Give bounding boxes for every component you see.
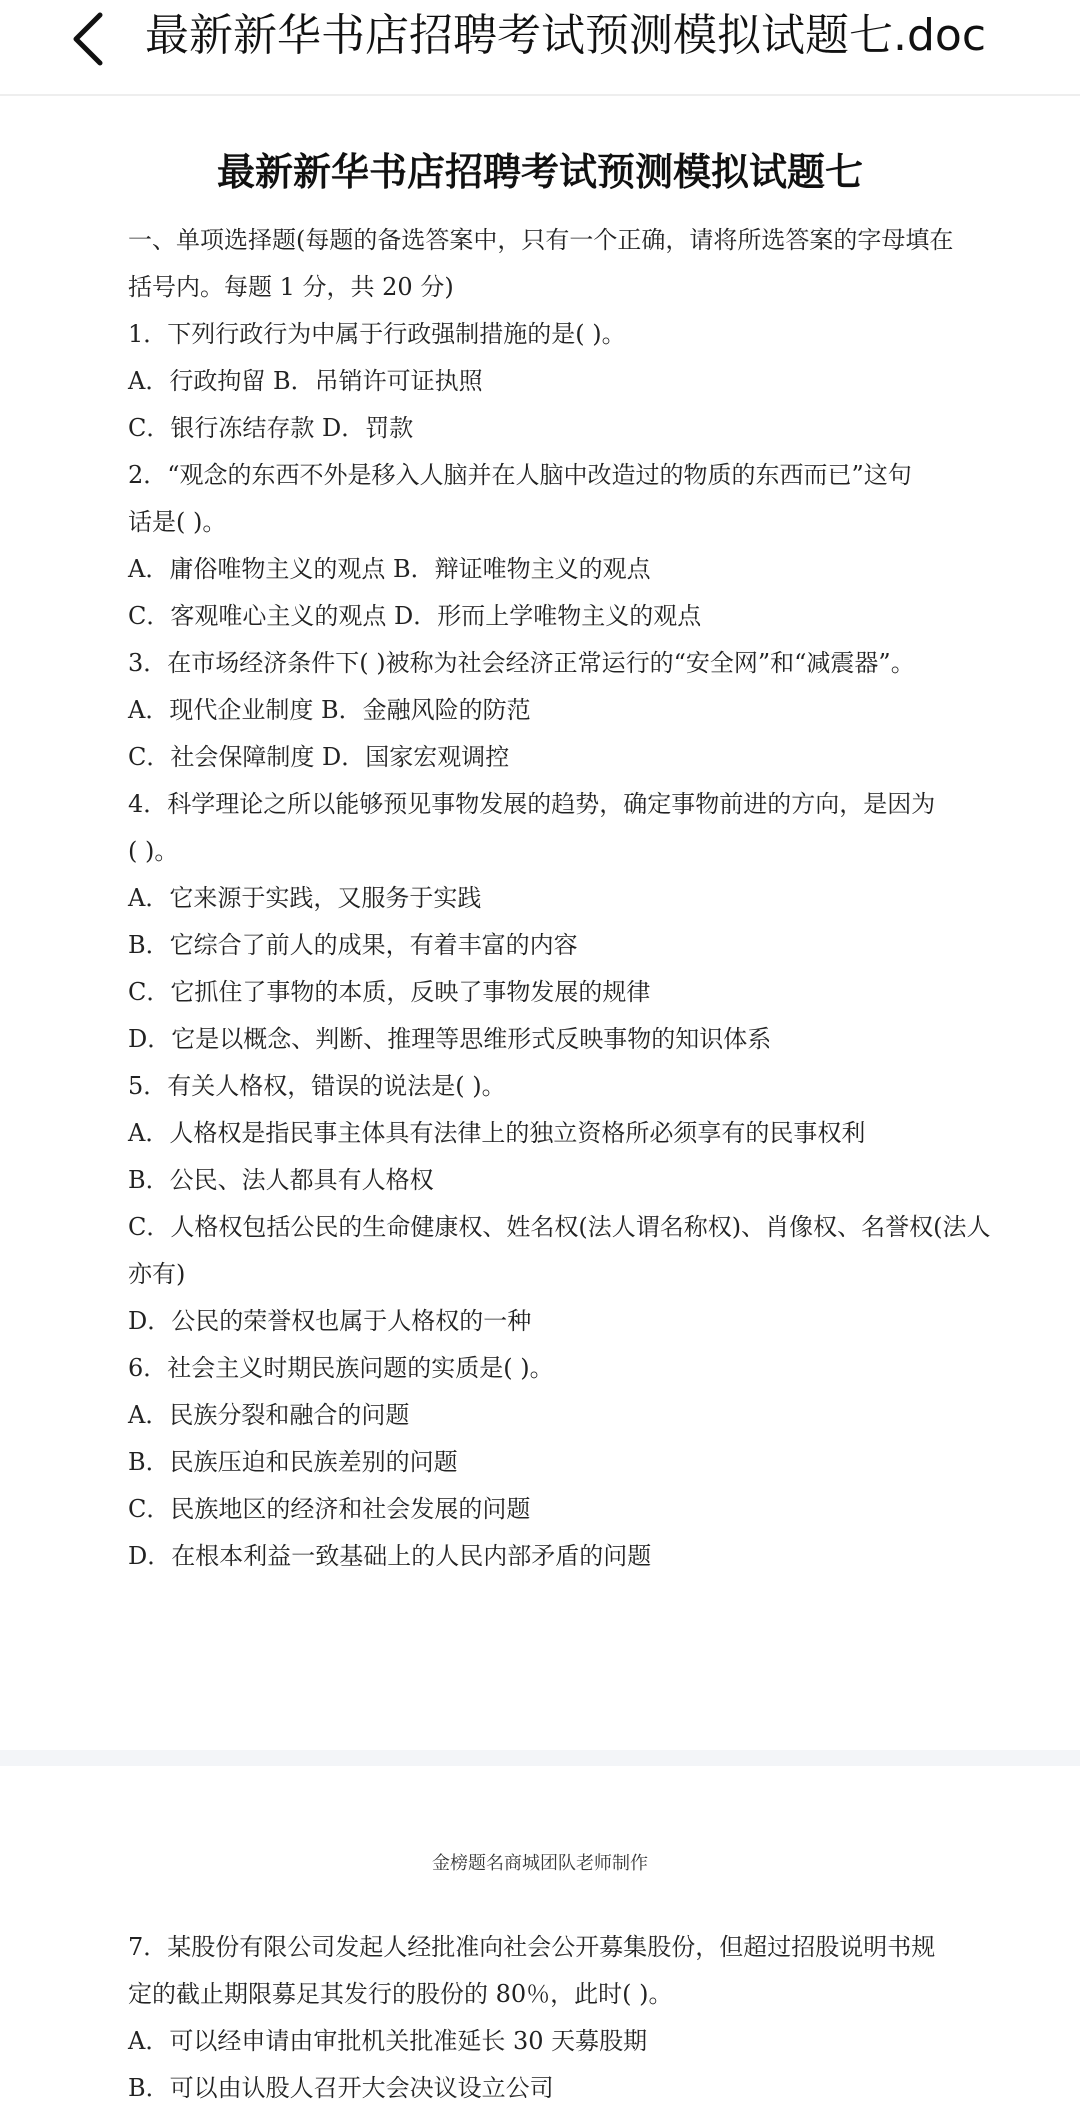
- page-1-body: [128, 217, 1008, 1580]
- text-line: C．社会保障制度 D．国家宏观调控: [128, 743, 510, 771]
- text-line: D．它是以概念、判断、推理等思维形式反映事物的知识体系: [128, 1025, 772, 1053]
- text-line: A．现代企业制度 B．金融风险的防范: [128, 696, 531, 724]
- text-line: 5．有关人格权，错误的说法是( )。: [128, 1072, 506, 1100]
- text-line: B．可以由认股人召开大会决议设立公司: [128, 2074, 554, 2102]
- document-page-2: [0, 1766, 1080, 2106]
- text-line: 4．科学理论之所以能够预见事物发展的趋势，确定事物前进的方向，是因为: [128, 790, 936, 818]
- text-line: A．可以经申请由审批机关批准延长 30 天募股期: [128, 2027, 648, 2055]
- top-bar: [0, 0, 1080, 96]
- text-line: A．行政拘留 B．吊销许可证执照: [128, 367, 483, 395]
- text-line: 括号内。每题 1 分，共 20 分): [128, 273, 454, 301]
- document-page-1: [0, 96, 1080, 1750]
- text-line: 亦有): [128, 1260, 186, 1288]
- text-line: ( )。: [128, 837, 179, 865]
- chevron-left-icon: [68, 9, 108, 69]
- text-line: C．它抓住了事物的本质，反映了事物发展的规律: [128, 978, 651, 1006]
- back-button[interactable]: [58, 6, 118, 72]
- text-line: C．客观唯心主义的观点 D．形而上学唯物主义的观点: [128, 602, 702, 630]
- text-line: 话是( )。: [128, 508, 227, 536]
- text-line: 定的截止期限募足其发行的股份的 80％，此时( )。: [128, 1980, 673, 2008]
- text-line: C．民族地区的经济和社会发展的问题: [128, 1495, 531, 1523]
- page-2-body: [128, 1924, 1008, 2112]
- text-line: 2．“观念的东西不外是移入人脑并在人脑中改造过的物质的东西而已”这句: [128, 461, 912, 489]
- text-line: A．民族分裂和融合的问题: [128, 1401, 410, 1429]
- text-line: 1．下列行政行为中属于行政强制措施的是( )。: [128, 320, 626, 348]
- text-line: 一、单项选择题(每题的备选答案中，只有一个正确，请将所选答案的字母填在: [128, 226, 954, 254]
- text-line: 7．某股份有限公司发起人经批准向社会公开募集股份，但超过招股说明书规: [128, 1933, 936, 1961]
- text-line: C．人格权包括公民的生命健康权、姓名权(法人谓名称权)、肖像权、名誉权(法人: [128, 1213, 991, 1241]
- text-line: B．民族压迫和民族差别的问题: [128, 1448, 458, 1476]
- text-line: 3．在市场经济条件下( )被称为社会经济正常运行的“安全网”和“减震器”。: [128, 649, 915, 677]
- text-line: D．公民的荣誉权也属于人格权的一种: [128, 1307, 532, 1335]
- text-line: A．庸俗唯物主义的观点 B．辩证唯物主义的观点: [128, 555, 651, 583]
- text-line: C．银行冻结存款 D．罚款: [128, 414, 414, 442]
- exam-heading: 最新新华书店招聘考试预测模拟试题七: [216, 149, 863, 194]
- document-title: 最新新华书店招聘考试预测模拟试题七.doc: [145, 10, 987, 61]
- footer-note: 金榜题名商城团队老师制作: [432, 1853, 648, 1874]
- text-line: A．人格权是指民事主体具有法律上的独立资格所必须享有的民事权利: [128, 1119, 866, 1147]
- text-line: D．在根本利益一致基础上的人民内部矛盾的问题: [128, 1542, 652, 1570]
- text-line: A．它来源于实践，又服务于实践: [128, 884, 482, 912]
- text-line: B．公民、法人都具有人格权: [128, 1166, 434, 1194]
- text-line: 6．社会主义时期民族问题的实质是( )。: [128, 1354, 554, 1382]
- text-line: B．它综合了前人的成果，有着丰富的内容: [128, 931, 578, 959]
- page-divider: [0, 1750, 1080, 1766]
